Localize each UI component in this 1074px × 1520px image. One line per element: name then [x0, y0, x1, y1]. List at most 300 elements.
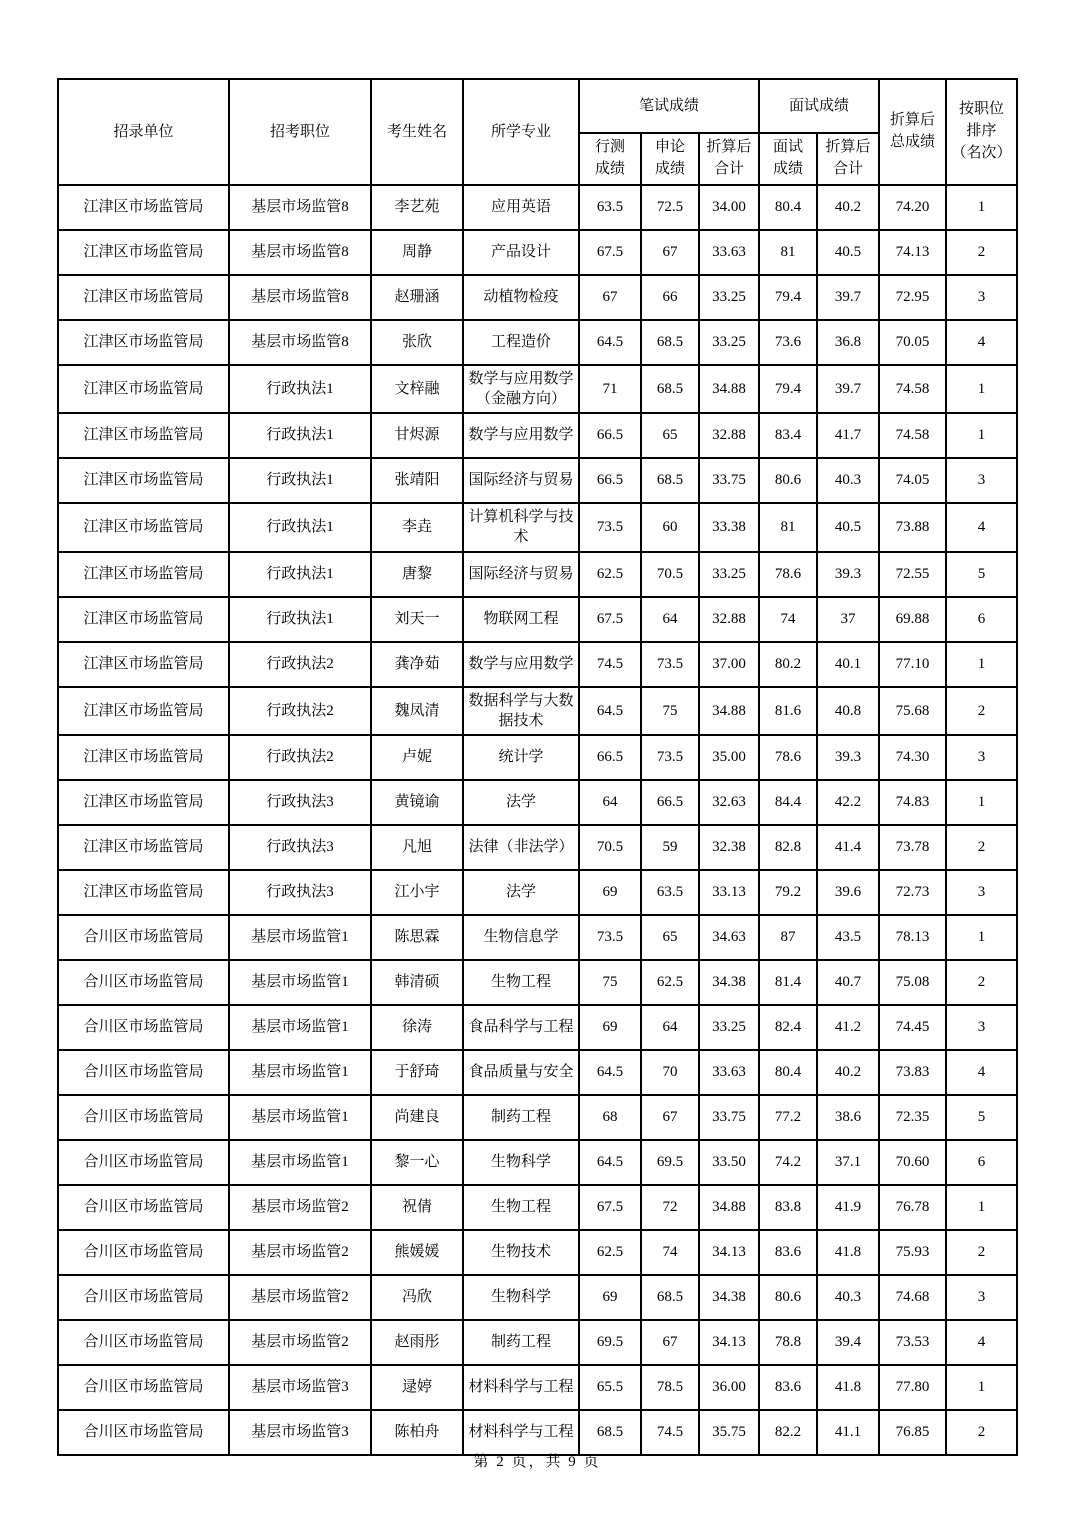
cell-position: 行政执法1	[229, 413, 371, 458]
cell-position: 基层市场监管2	[229, 1275, 371, 1320]
cell-total-score: 73.53	[879, 1320, 946, 1365]
table-row	[58, 185, 1017, 230]
table-row	[58, 687, 1017, 736]
cell-rank: 6	[946, 1140, 1017, 1185]
cell-position: 基层市场监管3	[229, 1410, 371, 1455]
cell-unit: 江津区市场监管局	[58, 825, 229, 870]
table-row	[58, 780, 1017, 825]
table-row	[58, 915, 1017, 960]
rank-line2: 排序	[966, 122, 997, 139]
cell-shenlun-score: 65	[641, 915, 699, 960]
cell-interview-converted: 39.7	[817, 365, 879, 414]
cell-rank: 2	[946, 230, 1017, 275]
cell-total-score: 70.05	[879, 320, 946, 365]
cell-total-score: 74.05	[879, 458, 946, 503]
cell-interview-converted: 41.9	[817, 1185, 879, 1230]
cell-major: 统计学	[463, 735, 579, 780]
table-row	[58, 1050, 1017, 1095]
cell-rank: 4	[946, 503, 1017, 552]
cell-major: 数据科学与大数据技术	[463, 687, 579, 736]
cell-candidate-name: 张靖阳	[371, 458, 463, 503]
cell-xingce-score: 64.5	[579, 1050, 641, 1095]
cell-rank: 1	[946, 365, 1017, 414]
page-number: 第 2 页，共 9 页	[473, 1454, 601, 1470]
cell-rank: 2	[946, 1410, 1017, 1455]
cell-interview-converted: 40.8	[817, 687, 879, 736]
cell-candidate-name: 周静	[371, 230, 463, 275]
cell-rank: 2	[946, 960, 1017, 1005]
cell-shenlun-score: 63.5	[641, 870, 699, 915]
cell-written-converted: 32.88	[699, 413, 759, 458]
cell-xingce-score: 69.5	[579, 1320, 641, 1365]
cell-shenlun-score: 74	[641, 1230, 699, 1275]
cell-xingce-score: 63.5	[579, 185, 641, 230]
table-row	[58, 1185, 1017, 1230]
cell-interview-converted: 40.5	[817, 503, 879, 552]
cell-interview-converted: 39.3	[817, 552, 879, 597]
col-header-interview-converted	[817, 133, 879, 185]
cell-written-converted: 32.38	[699, 825, 759, 870]
cell-major: 生物信息学	[463, 915, 579, 960]
col-header-written-converted	[699, 133, 759, 185]
cell-xingce-score: 75	[579, 960, 641, 1005]
cell-total-score: 74.30	[879, 735, 946, 780]
cell-candidate-name: 陈思霖	[371, 915, 463, 960]
cell-unit: 江津区市场监管局	[58, 230, 229, 275]
table-row	[58, 1230, 1017, 1275]
cell-rank: 2	[946, 687, 1017, 736]
cell-xingce-score: 64.5	[579, 1140, 641, 1185]
cell-major: 工程造价	[463, 320, 579, 365]
table-row	[58, 552, 1017, 597]
cell-major: 生物科学	[463, 1275, 579, 1320]
score-table	[57, 78, 1018, 1456]
table-row	[58, 1095, 1017, 1140]
cell-shenlun-score: 64	[641, 1005, 699, 1050]
cell-major: 计算机科学与技术	[463, 503, 579, 552]
col-header-unit: 招录单位	[58, 79, 229, 185]
cell-candidate-name: 赵雨彤	[371, 1320, 463, 1365]
cell-rank: 2	[946, 1230, 1017, 1275]
cell-interview-score: 83.6	[759, 1365, 817, 1410]
cell-major: 制药工程	[463, 1320, 579, 1365]
cell-interview-score: 79.4	[759, 275, 817, 320]
cell-shenlun-score: 67	[641, 1320, 699, 1365]
cell-written-converted: 33.50	[699, 1140, 759, 1185]
cell-position: 基层市场监管8	[229, 320, 371, 365]
table-row	[58, 230, 1017, 275]
cell-unit: 合川区市场监管局	[58, 1320, 229, 1365]
cell-position: 基层市场监管2	[229, 1185, 371, 1230]
cell-shenlun-score: 69.5	[641, 1140, 699, 1185]
cell-interview-converted: 43.5	[817, 915, 879, 960]
cell-total-score: 76.85	[879, 1410, 946, 1455]
cell-unit: 合川区市场监管局	[58, 1275, 229, 1320]
interview-conv-line1: 折算后	[825, 139, 871, 155]
cell-rank: 1	[946, 642, 1017, 687]
cell-interview-score: 80.2	[759, 642, 817, 687]
cell-major: 法律（非法学）	[463, 825, 579, 870]
cell-written-converted: 32.88	[699, 597, 759, 642]
cell-total-score: 75.93	[879, 1230, 946, 1275]
table-row	[58, 1410, 1017, 1455]
cell-interview-score: 73.6	[759, 320, 817, 365]
cell-position: 行政执法1	[229, 597, 371, 642]
cell-interview-converted: 41.1	[817, 1410, 879, 1455]
cell-major: 生物工程	[463, 960, 579, 1005]
table-row	[58, 960, 1017, 1005]
cell-interview-score: 81	[759, 503, 817, 552]
cell-interview-converted: 42.2	[817, 780, 879, 825]
cell-major: 物联网工程	[463, 597, 579, 642]
cell-unit: 江津区市场监管局	[58, 642, 229, 687]
cell-unit: 合川区市场监管局	[58, 960, 229, 1005]
cell-candidate-name: 文梓融	[371, 365, 463, 414]
cell-interview-score: 78.6	[759, 735, 817, 780]
cell-major: 动植物检疫	[463, 275, 579, 320]
cell-candidate-name: 韩清硕	[371, 960, 463, 1005]
cell-shenlun-score: 73.5	[641, 642, 699, 687]
cell-position: 行政执法3	[229, 870, 371, 915]
cell-written-converted: 33.13	[699, 870, 759, 915]
cell-major: 国际经济与贸易	[463, 458, 579, 503]
xingce-line1: 行测	[594, 139, 625, 155]
cell-interview-score: 82.4	[759, 1005, 817, 1050]
table-row	[58, 597, 1017, 642]
table-row	[58, 365, 1017, 414]
cell-major: 数学与应用数学	[463, 413, 579, 458]
cell-written-converted: 36.00	[699, 1365, 759, 1410]
cell-written-converted: 37.00	[699, 642, 759, 687]
cell-shenlun-score: 75	[641, 687, 699, 736]
cell-interview-converted: 40.1	[817, 642, 879, 687]
cell-shenlun-score: 72.5	[641, 185, 699, 230]
cell-total-score: 72.35	[879, 1095, 946, 1140]
cell-position: 行政执法2	[229, 642, 371, 687]
cell-xingce-score: 67	[579, 275, 641, 320]
table-row	[58, 1005, 1017, 1050]
cell-xingce-score: 68	[579, 1095, 641, 1140]
col-header-shenlun-score	[641, 133, 699, 185]
cell-candidate-name: 张欣	[371, 320, 463, 365]
cell-xingce-score: 69	[579, 1005, 641, 1050]
cell-rank: 3	[946, 1005, 1017, 1050]
cell-unit: 江津区市场监管局	[58, 275, 229, 320]
cell-rank: 2	[946, 825, 1017, 870]
cell-interview-score: 74	[759, 597, 817, 642]
cell-interview-converted: 41.8	[817, 1230, 879, 1275]
col-header-total-score	[879, 79, 946, 185]
cell-shenlun-score: 73.5	[641, 735, 699, 780]
cell-candidate-name: 江小宇	[371, 870, 463, 915]
cell-unit: 合川区市场监管局	[58, 1410, 229, 1455]
cell-rank: 3	[946, 1275, 1017, 1320]
cell-xingce-score: 73.5	[579, 503, 641, 552]
cell-major: 生物技术	[463, 1230, 579, 1275]
cell-total-score: 72.95	[879, 275, 946, 320]
cell-interview-score: 80.6	[759, 1275, 817, 1320]
cell-unit: 江津区市场监管局	[58, 687, 229, 736]
cell-total-score: 76.78	[879, 1185, 946, 1230]
col-header-candidate-name: 考生姓名	[371, 79, 463, 185]
cell-major: 生物工程	[463, 1185, 579, 1230]
cell-interview-score: 83.4	[759, 413, 817, 458]
cell-interview-score: 83.6	[759, 1230, 817, 1275]
cell-interview-converted: 38.6	[817, 1095, 879, 1140]
cell-major: 食品科学与工程	[463, 1005, 579, 1050]
cell-total-score: 74.68	[879, 1275, 946, 1320]
cell-xingce-score: 65.5	[579, 1365, 641, 1410]
cell-position: 行政执法1	[229, 552, 371, 597]
cell-rank: 1	[946, 780, 1017, 825]
cell-rank: 1	[946, 1365, 1017, 1410]
cell-xingce-score: 62.5	[579, 552, 641, 597]
cell-interview-score: 84.4	[759, 780, 817, 825]
cell-candidate-name: 熊媛媛	[371, 1230, 463, 1275]
cell-total-score: 73.78	[879, 825, 946, 870]
cell-shenlun-score: 67	[641, 230, 699, 275]
cell-written-converted: 35.75	[699, 1410, 759, 1455]
cell-xingce-score: 70.5	[579, 825, 641, 870]
cell-unit: 合川区市场监管局	[58, 1005, 229, 1050]
col-group-interview-score: 面试成绩	[759, 79, 879, 133]
cell-interview-converted: 40.2	[817, 185, 879, 230]
cell-rank: 3	[946, 870, 1017, 915]
cell-written-converted: 33.25	[699, 275, 759, 320]
interview-line1: 面试	[773, 139, 804, 155]
cell-shenlun-score: 78.5	[641, 1365, 699, 1410]
cell-unit: 合川区市场监管局	[58, 915, 229, 960]
cell-xingce-score: 66.5	[579, 413, 641, 458]
cell-unit: 江津区市场监管局	[58, 365, 229, 414]
cell-shenlun-score: 66	[641, 275, 699, 320]
cell-shenlun-score: 68.5	[641, 365, 699, 414]
cell-written-converted: 33.63	[699, 1050, 759, 1095]
cell-candidate-name: 魏凤清	[371, 687, 463, 736]
cell-major: 产品设计	[463, 230, 579, 275]
cell-xingce-score: 62.5	[579, 1230, 641, 1275]
cell-position: 基层市场监管1	[229, 1140, 371, 1185]
cell-rank: 1	[946, 915, 1017, 960]
cell-written-converted: 34.88	[699, 1185, 759, 1230]
cell-unit: 合川区市场监管局	[58, 1140, 229, 1185]
cell-interview-score: 81	[759, 230, 817, 275]
cell-position: 行政执法3	[229, 825, 371, 870]
cell-rank: 4	[946, 1050, 1017, 1095]
cell-xingce-score: 74.5	[579, 642, 641, 687]
cell-xingce-score: 66.5	[579, 735, 641, 780]
cell-candidate-name: 逯婷	[371, 1365, 463, 1410]
cell-candidate-name: 陈柏舟	[371, 1410, 463, 1455]
shenlun-line1: 申论	[654, 139, 685, 155]
cell-interview-converted: 36.8	[817, 320, 879, 365]
cell-written-converted: 33.38	[699, 503, 759, 552]
cell-interview-score: 74.2	[759, 1140, 817, 1185]
table-row	[58, 642, 1017, 687]
cell-unit: 江津区市场监管局	[58, 320, 229, 365]
cell-interview-score: 77.2	[759, 1095, 817, 1140]
cell-total-score: 70.60	[879, 1140, 946, 1185]
cell-total-score: 74.58	[879, 365, 946, 414]
cell-total-score: 74.58	[879, 413, 946, 458]
interview-conv-line2: 合计	[833, 160, 864, 177]
cell-position: 行政执法1	[229, 458, 371, 503]
cell-position: 行政执法1	[229, 503, 371, 552]
cell-shenlun-score: 64	[641, 597, 699, 642]
cell-shenlun-score: 67	[641, 1095, 699, 1140]
cell-xingce-score: 71	[579, 365, 641, 414]
table-row	[58, 458, 1017, 503]
total-score-line2: 总成绩	[890, 133, 936, 150]
cell-unit: 合川区市场监管局	[58, 1365, 229, 1410]
col-header-major: 所学专业	[463, 79, 579, 185]
cell-rank: 4	[946, 1320, 1017, 1365]
cell-rank: 1	[946, 185, 1017, 230]
cell-major: 数学与应用数学	[463, 642, 579, 687]
cell-interview-converted: 37.1	[817, 1140, 879, 1185]
cell-interview-score: 80.4	[759, 1050, 817, 1095]
cell-unit: 江津区市场监管局	[58, 458, 229, 503]
table-row	[58, 1140, 1017, 1185]
cell-total-score: 78.13	[879, 915, 946, 960]
cell-shenlun-score: 70	[641, 1050, 699, 1095]
cell-unit: 江津区市场监管局	[58, 413, 229, 458]
cell-position: 行政执法1	[229, 365, 371, 414]
cell-rank: 5	[946, 1095, 1017, 1140]
cell-major: 材料科学与工程	[463, 1410, 579, 1455]
cell-candidate-name: 黄镜谕	[371, 780, 463, 825]
cell-xingce-score: 67.5	[579, 597, 641, 642]
cell-major: 制药工程	[463, 1095, 579, 1140]
cell-major: 材料科学与工程	[463, 1365, 579, 1410]
cell-xingce-score: 66.5	[579, 458, 641, 503]
cell-rank: 3	[946, 275, 1017, 320]
cell-shenlun-score: 59	[641, 825, 699, 870]
cell-xingce-score: 73.5	[579, 915, 641, 960]
cell-interview-score: 82.8	[759, 825, 817, 870]
cell-interview-converted: 41.2	[817, 1005, 879, 1050]
cell-unit: 合川区市场监管局	[58, 1095, 229, 1140]
cell-rank: 5	[946, 552, 1017, 597]
cell-written-converted: 32.63	[699, 780, 759, 825]
rank-line1: 按职位	[959, 101, 1005, 118]
cell-rank: 3	[946, 735, 1017, 780]
rank-line3: （名次）	[951, 144, 1012, 161]
cell-rank: 1	[946, 1185, 1017, 1230]
cell-interview-converted: 40.3	[817, 1275, 879, 1320]
cell-total-score: 74.13	[879, 230, 946, 275]
written-conv-line1: 折算后	[706, 139, 752, 155]
table-row	[58, 870, 1017, 915]
col-group-written-score: 笔试成绩	[579, 79, 759, 133]
cell-written-converted: 34.13	[699, 1320, 759, 1365]
cell-xingce-score: 69	[579, 1275, 641, 1320]
cell-unit: 江津区市场监管局	[58, 552, 229, 597]
cell-interview-score: 78.8	[759, 1320, 817, 1365]
col-header-interview-score	[759, 133, 817, 185]
cell-shenlun-score: 66.5	[641, 780, 699, 825]
cell-unit: 江津区市场监管局	[58, 185, 229, 230]
cell-candidate-name: 凡旭	[371, 825, 463, 870]
cell-major: 法学	[463, 780, 579, 825]
cell-unit: 合川区市场监管局	[58, 1230, 229, 1275]
col-header-rank	[946, 79, 1017, 185]
cell-interview-score: 87	[759, 915, 817, 960]
cell-candidate-name: 黎一心	[371, 1140, 463, 1185]
cell-candidate-name: 徐涛	[371, 1005, 463, 1050]
cell-total-score: 75.08	[879, 960, 946, 1005]
cell-position: 基层市场监管2	[229, 1320, 371, 1365]
cell-major: 法学	[463, 870, 579, 915]
cell-interview-converted: 40.3	[817, 458, 879, 503]
cell-candidate-name: 祝倩	[371, 1185, 463, 1230]
cell-total-score: 72.73	[879, 870, 946, 915]
cell-shenlun-score: 70.5	[641, 552, 699, 597]
cell-shenlun-score: 68.5	[641, 320, 699, 365]
cell-total-score: 74.83	[879, 780, 946, 825]
written-conv-line2: 合计	[714, 160, 745, 177]
cell-candidate-name: 冯欣	[371, 1275, 463, 1320]
cell-position: 基层市场监管8	[229, 275, 371, 320]
cell-shenlun-score: 60	[641, 503, 699, 552]
cell-position: 基层市场监管3	[229, 1365, 371, 1410]
cell-interview-converted: 40.7	[817, 960, 879, 1005]
cell-interview-score: 80.4	[759, 185, 817, 230]
cell-major: 国际经济与贸易	[463, 552, 579, 597]
col-header-xingce-score	[579, 133, 641, 185]
table-header	[58, 79, 1017, 185]
cell-interview-score: 78.6	[759, 552, 817, 597]
cell-interview-converted: 37	[817, 597, 879, 642]
table-row	[58, 275, 1017, 320]
cell-interview-score: 83.8	[759, 1185, 817, 1230]
table-body	[58, 185, 1017, 1456]
cell-major: 数学与应用数学（金融方向）	[463, 365, 579, 414]
cell-total-score: 69.88	[879, 597, 946, 642]
cell-written-converted: 33.75	[699, 458, 759, 503]
cell-total-score: 73.88	[879, 503, 946, 552]
table-row	[58, 1365, 1017, 1410]
cell-unit: 合川区市场监管局	[58, 1185, 229, 1230]
cell-candidate-name: 卢妮	[371, 735, 463, 780]
cell-unit: 江津区市场监管局	[58, 503, 229, 552]
cell-written-converted: 34.00	[699, 185, 759, 230]
cell-interview-score: 81.6	[759, 687, 817, 736]
cell-candidate-name: 李垚	[371, 503, 463, 552]
cell-position: 行政执法2	[229, 687, 371, 736]
cell-written-converted: 33.63	[699, 230, 759, 275]
cell-total-score: 74.20	[879, 185, 946, 230]
cell-written-converted: 34.63	[699, 915, 759, 960]
cell-position: 基层市场监管1	[229, 960, 371, 1005]
cell-total-score: 74.45	[879, 1005, 946, 1050]
cell-xingce-score: 64.5	[579, 320, 641, 365]
table-row	[58, 1275, 1017, 1320]
cell-position: 基层市场监管1	[229, 1095, 371, 1140]
cell-written-converted: 33.25	[699, 320, 759, 365]
cell-major: 应用英语	[463, 185, 579, 230]
cell-position: 基层市场监管8	[229, 230, 371, 275]
cell-shenlun-score: 72	[641, 1185, 699, 1230]
cell-interview-converted: 39.6	[817, 870, 879, 915]
cell-interview-converted: 41.8	[817, 1365, 879, 1410]
cell-total-score: 75.68	[879, 687, 946, 736]
cell-position: 基层市场监管8	[229, 185, 371, 230]
cell-written-converted: 33.25	[699, 552, 759, 597]
cell-xingce-score: 64	[579, 780, 641, 825]
cell-written-converted: 35.00	[699, 735, 759, 780]
table-row	[58, 825, 1017, 870]
